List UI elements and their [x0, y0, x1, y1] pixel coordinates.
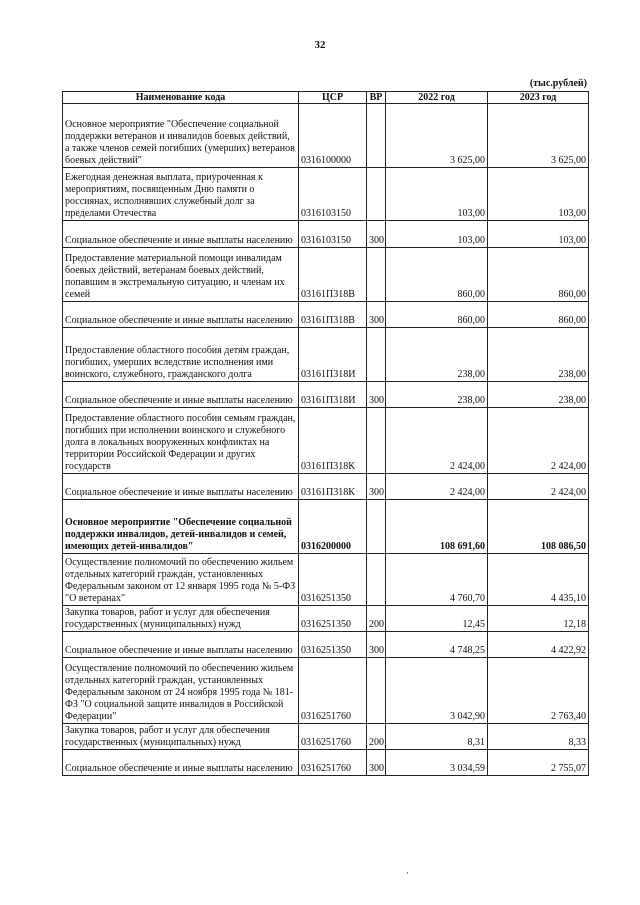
row-vr: 300: [367, 382, 386, 408]
row-2023: 238,00: [488, 382, 589, 408]
table-row: [63, 606, 589, 632]
table-row: [63, 658, 589, 724]
row-name: Осуществление полномочий по обеспечению жильем отдельных категорий граждан, установленных Федеральным законом от 24 ноября 1995 года № 181-ФЗ "О социальной защите инвалидов в Российской Федерации": [63, 658, 299, 724]
row-2023: 2 763,40: [488, 658, 589, 724]
page-number: 32: [314, 39, 326, 51]
header-name: Наименование кода: [63, 92, 299, 104]
header-2023: 2023 год: [488, 92, 589, 104]
row-2022: 860,00: [386, 302, 488, 328]
row-2023: 2 755,07: [488, 750, 589, 776]
table-row: [63, 382, 589, 408]
scan-mark: ·: [406, 868, 409, 878]
row-vr: [367, 328, 386, 382]
row-csr: 03161П318В: [299, 248, 367, 302]
row-2023: 3 625,00: [488, 104, 589, 168]
row-csr: 03161П318К: [299, 408, 367, 474]
budget-table: [62, 91, 589, 776]
row-csr: 0316200000: [299, 500, 367, 554]
row-name: Основное мероприятие "Обеспечение социальной поддержки ветеранов и инвалидов боевых действий, а также членов семей погибших (умерших) ветеранов боевых действий": [63, 104, 299, 168]
row-name: Социальное обеспечение и иные выплаты населению: [63, 382, 299, 408]
row-2023: 2 424,00: [488, 474, 589, 500]
row-vr: 200: [367, 724, 386, 750]
row-vr: [367, 500, 386, 554]
unit-note: (тыс.рублей): [529, 78, 587, 89]
row-name: Социальное обеспечение и иные выплаты населению: [63, 750, 299, 776]
row-2022: 108 691,60: [386, 500, 488, 554]
row-csr: 03161П318И: [299, 382, 367, 408]
row-2023: 238,00: [488, 328, 589, 382]
table-row: [63, 104, 589, 168]
table-row: [63, 302, 589, 328]
row-2022: 8,31: [386, 724, 488, 750]
row-2023: 108 086,50: [488, 500, 589, 554]
row-2023: 4 422,92: [488, 632, 589, 658]
row-csr: 03161П318В: [299, 302, 367, 328]
row-name: Предоставление материальной помощи инвалидам боевых действий, ветеранам боевых действий, попавшим в экстремальную ситуацию, и членам их семей: [63, 248, 299, 302]
row-csr: 0316100000: [299, 104, 367, 168]
row-csr: 0316251760: [299, 724, 367, 750]
row-vr: [367, 248, 386, 302]
row-2023: 860,00: [488, 302, 589, 328]
row-csr: 0316251760: [299, 750, 367, 776]
table-row: [63, 408, 589, 474]
row-csr: 03161П318К: [299, 474, 367, 500]
table-row: [63, 221, 589, 248]
row-csr: 0316251350: [299, 554, 367, 606]
table-row: [63, 474, 589, 500]
row-2022: 3 034,59: [386, 750, 488, 776]
row-vr: 300: [367, 302, 386, 328]
row-2023: 4 435,10: [488, 554, 589, 606]
row-name: Осуществление полномочий по обеспечению жильем отдельных категорий граждан, установленных Федеральным законом от 12 января 1995 года № 5-ФЗ "О ветеранах": [63, 554, 299, 606]
row-2022: 12,45: [386, 606, 488, 632]
row-2022: 2 424,00: [386, 474, 488, 500]
row-2023: 8,33: [488, 724, 589, 750]
row-vr: [367, 408, 386, 474]
table-row: [63, 750, 589, 776]
row-2022: 3 625,00: [386, 104, 488, 168]
row-name: Основное мероприятие "Обеспечение социальной поддержки инвалидов, детей-инвалидов и семей, имеющих детей-инвалидов": [63, 500, 299, 554]
row-2022: 238,00: [386, 382, 488, 408]
row-2023: 103,00: [488, 168, 589, 221]
row-csr: 0316251350: [299, 606, 367, 632]
row-name: Закупка товаров, работ и услуг для обеспечения государственных (муниципальных) нужд: [63, 606, 299, 632]
row-csr: 03161П318И: [299, 328, 367, 382]
row-2023: 860,00: [488, 248, 589, 302]
header-2022: 2022 год: [386, 92, 488, 104]
row-name: Социальное обеспечение и иные выплаты населению: [63, 474, 299, 500]
row-csr: 0316103150: [299, 221, 367, 248]
row-vr: 300: [367, 221, 386, 248]
row-2022: 4 760,70: [386, 554, 488, 606]
row-2023: 103,00: [488, 221, 589, 248]
row-2023: 2 424,00: [488, 408, 589, 474]
table-row: [63, 554, 589, 606]
table-header-row: [63, 92, 589, 104]
row-2023: 12,18: [488, 606, 589, 632]
row-2022: 860,00: [386, 248, 488, 302]
row-2022: 4 748,25: [386, 632, 488, 658]
table-row: [63, 632, 589, 658]
header-csr: ЦСР: [299, 92, 367, 104]
row-2022: 3 042,90: [386, 658, 488, 724]
row-vr: [367, 168, 386, 221]
row-2022: 103,00: [386, 168, 488, 221]
row-vr: 300: [367, 474, 386, 500]
row-2022: 238,00: [386, 328, 488, 382]
row-vr: 300: [367, 750, 386, 776]
row-vr: 200: [367, 606, 386, 632]
header-vr: ВР: [367, 92, 386, 104]
row-vr: [367, 658, 386, 724]
row-csr: 0316251350: [299, 632, 367, 658]
table-row: [63, 724, 589, 750]
row-name: Социальное обеспечение и иные выплаты населению: [63, 221, 299, 248]
row-2022: 2 424,00: [386, 408, 488, 474]
row-name: Социальное обеспечение и иные выплаты населению: [63, 302, 299, 328]
row-vr: [367, 104, 386, 168]
row-vr: [367, 554, 386, 606]
row-vr: 300: [367, 632, 386, 658]
row-csr: 0316251760: [299, 658, 367, 724]
row-name: Предоставление областного пособия семьям граждан, погибших при исполнении воинского и служебного долга в локальных вооруженных конфликтах на территории Российской Федерации и других государств: [63, 408, 299, 474]
row-csr: 0316103150: [299, 168, 367, 221]
row-name: Предоставление областного пособия детям граждан, погибших, умерших вследствие исполнения ими воинского, служебного, гражданского долга: [63, 328, 299, 382]
table-row: [63, 500, 589, 554]
row-name: Закупка товаров, работ и услуг для обеспечения государственных (муниципальных) нужд: [63, 724, 299, 750]
table-row: [63, 328, 589, 382]
row-name: Ежегодная денежная выплата, приуроченная к мероприятиям, посвященным Дню памяти о россиянах, исполнявших служебный долг за пределами Отечества: [63, 168, 299, 221]
row-2022: 103,00: [386, 221, 488, 248]
table-row: [63, 248, 589, 302]
row-name: Социальное обеспечение и иные выплаты населению: [63, 632, 299, 658]
table-row: [63, 168, 589, 221]
